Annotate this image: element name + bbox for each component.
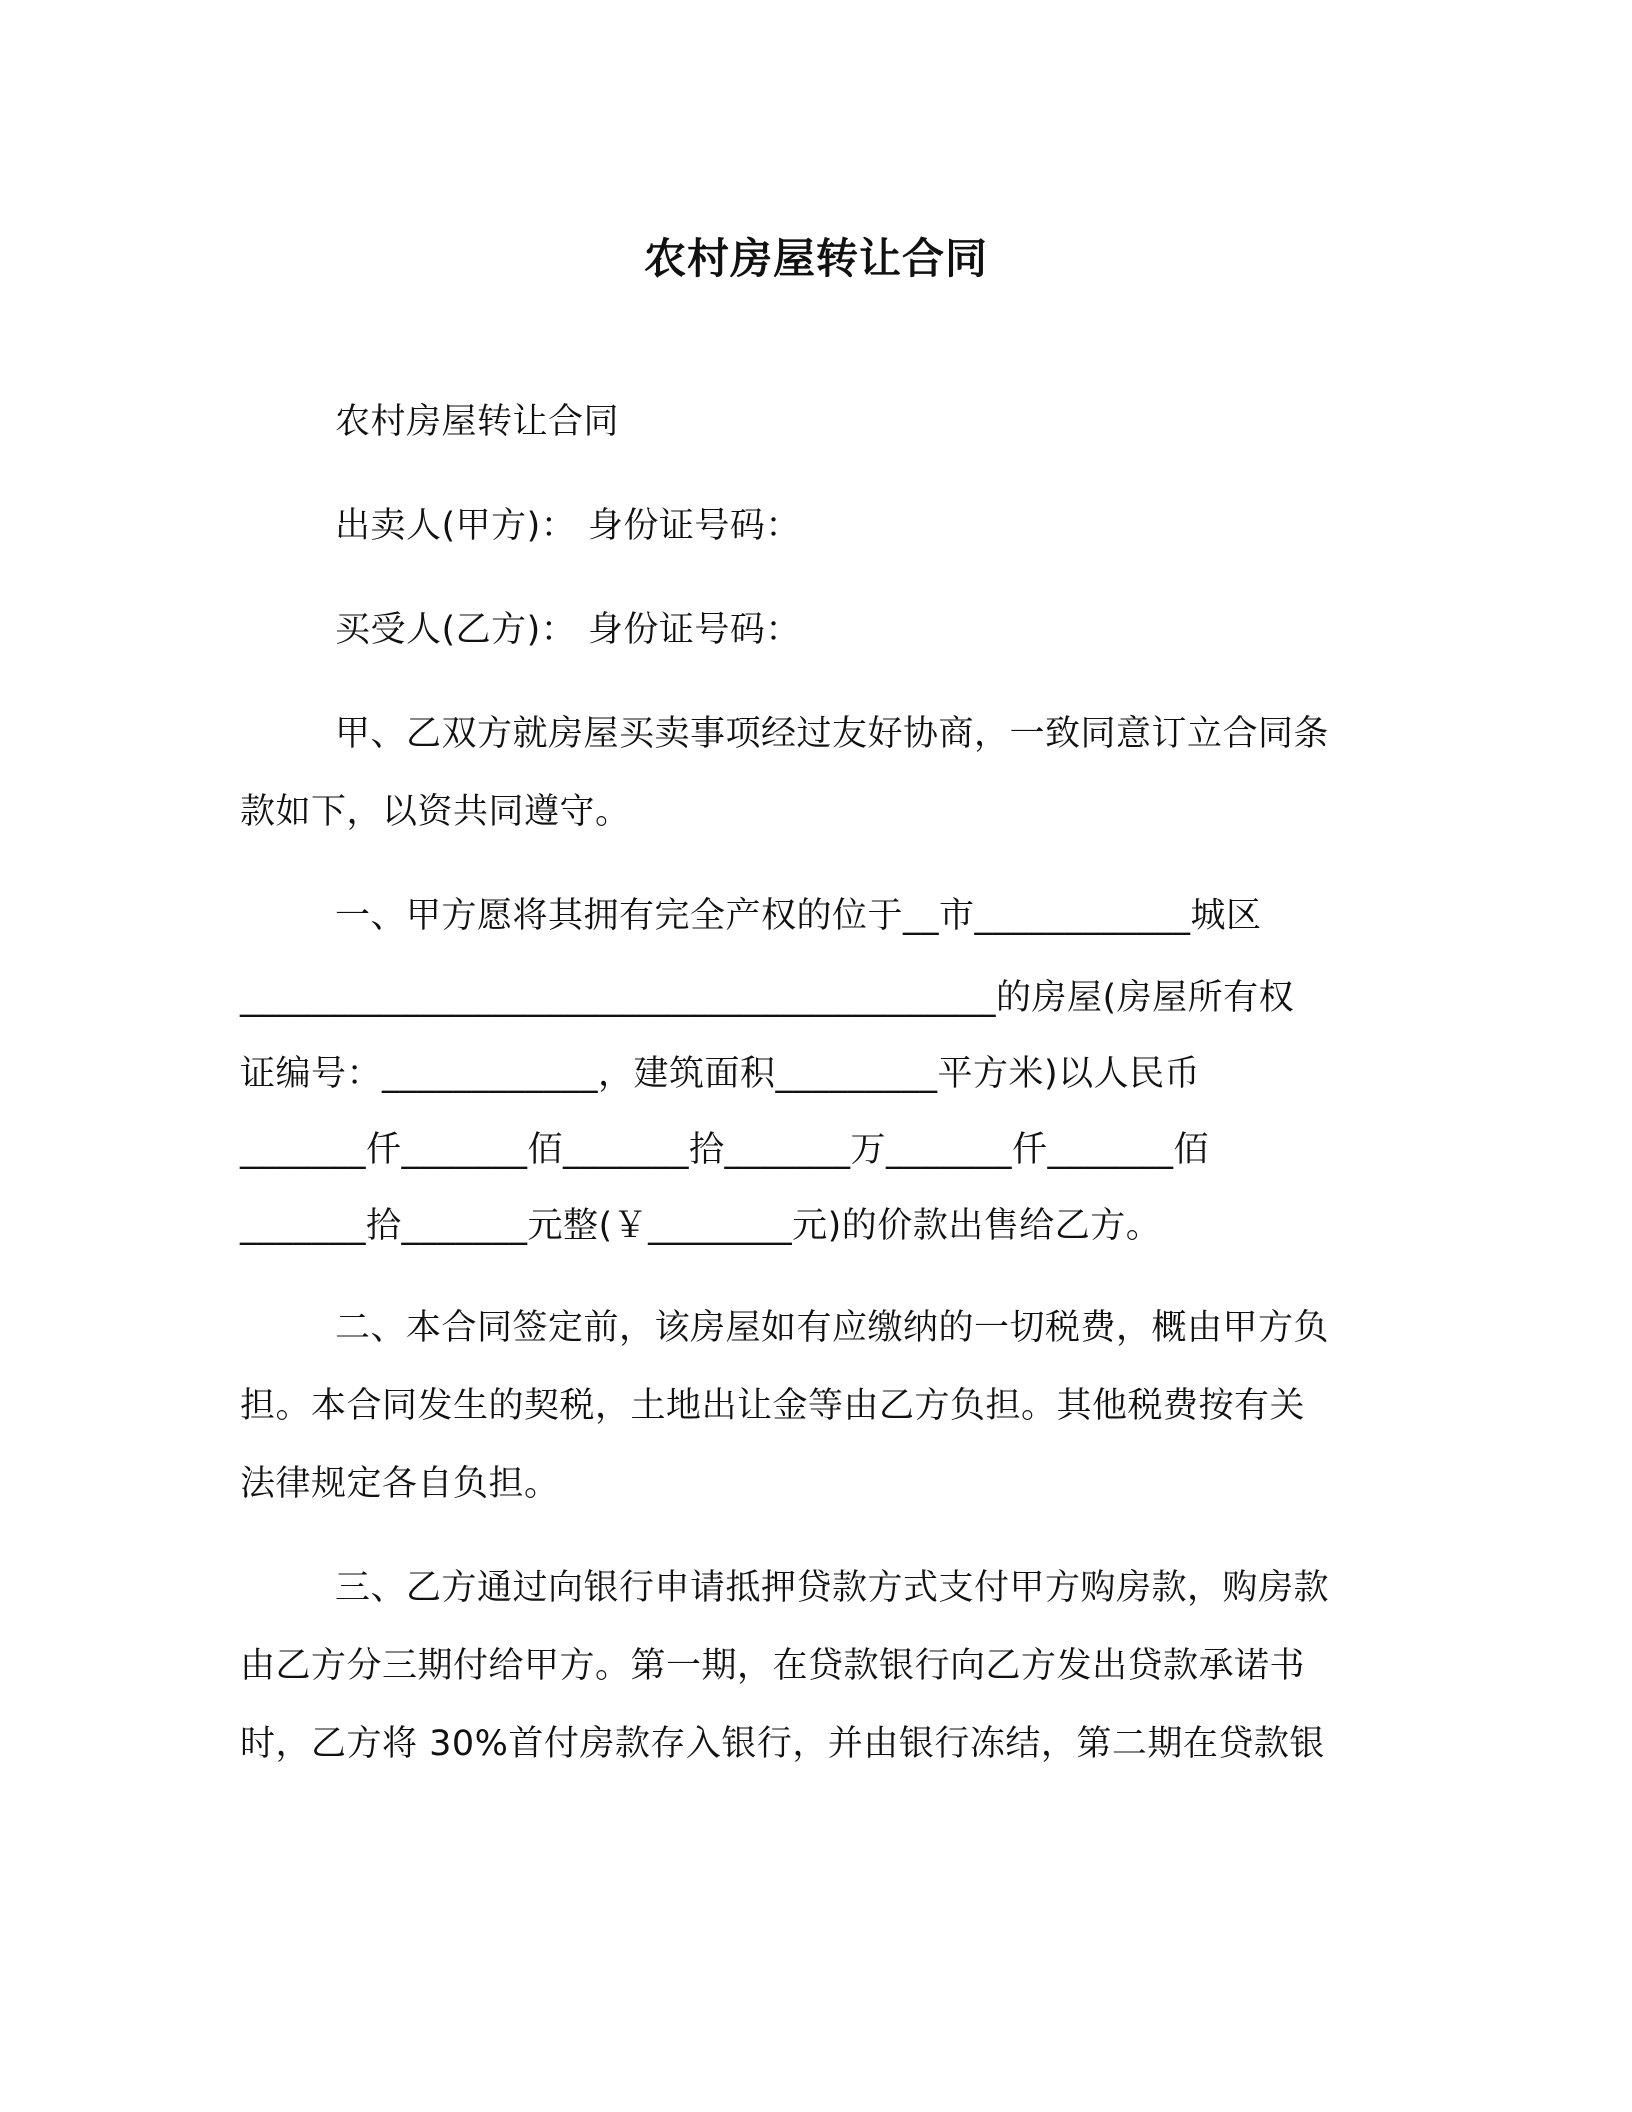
clause-1-line-1: 一、甲方愿将其拥有完全产权的位于__市____________城区 (335, 896, 1262, 936)
clause-1-line-5: _______拾_______元整(￥________元)的价款出售给乙方。 (240, 1206, 1162, 1246)
clause-3-line-3: 时，乙方将 30%首付房款存入银行，并由银行冻结，第二期在贷款银 (240, 1724, 1325, 1764)
intro-line-1: 甲、乙双方就房屋买卖事项经过友好协商，一致同意订立合同条 (335, 714, 1330, 754)
clause-1-line-2: __________________________________________的房屋(房屋所有权 (240, 978, 1295, 1018)
intro-line-2: 款如下，以资共同遵守。 (240, 792, 631, 832)
clause-1-line-3: 证编号：____________，建筑面积_________平方米)以人民币 (240, 1054, 1201, 1094)
clause-3-line-1: 三、乙方通过向银行申请抵押贷款方式支付甲方购房款，购房款 (335, 1568, 1330, 1608)
buyer-line: 买受人(乙方)： 身份证号码： (335, 610, 801, 650)
subtitle-line: 农村房屋转让合同 (335, 402, 620, 442)
seller-line: 出卖人(甲方)： 身份证号码： (335, 506, 801, 546)
document-title: 农村房屋转让合同 (643, 234, 988, 283)
clause-1-line-4: _______仟_______佰_______拾_______万_______仟_______佰 (240, 1130, 1210, 1170)
clause-2-line-1: 二、本合同签定前，该房屋如有应缴纳的一切税费，概由甲方负 (335, 1308, 1330, 1348)
clause-3-line-2: 由乙方分三期付给甲方。第一期，在贷款银行向乙方发出贷款承诺书 (240, 1646, 1306, 1686)
clause-2-line-3: 法律规定各自负担。 (240, 1464, 560, 1504)
clause-2-line-2: 担。本合同发生的契税，土地出让金等由乙方负担。其他税费按有关 (240, 1386, 1306, 1426)
